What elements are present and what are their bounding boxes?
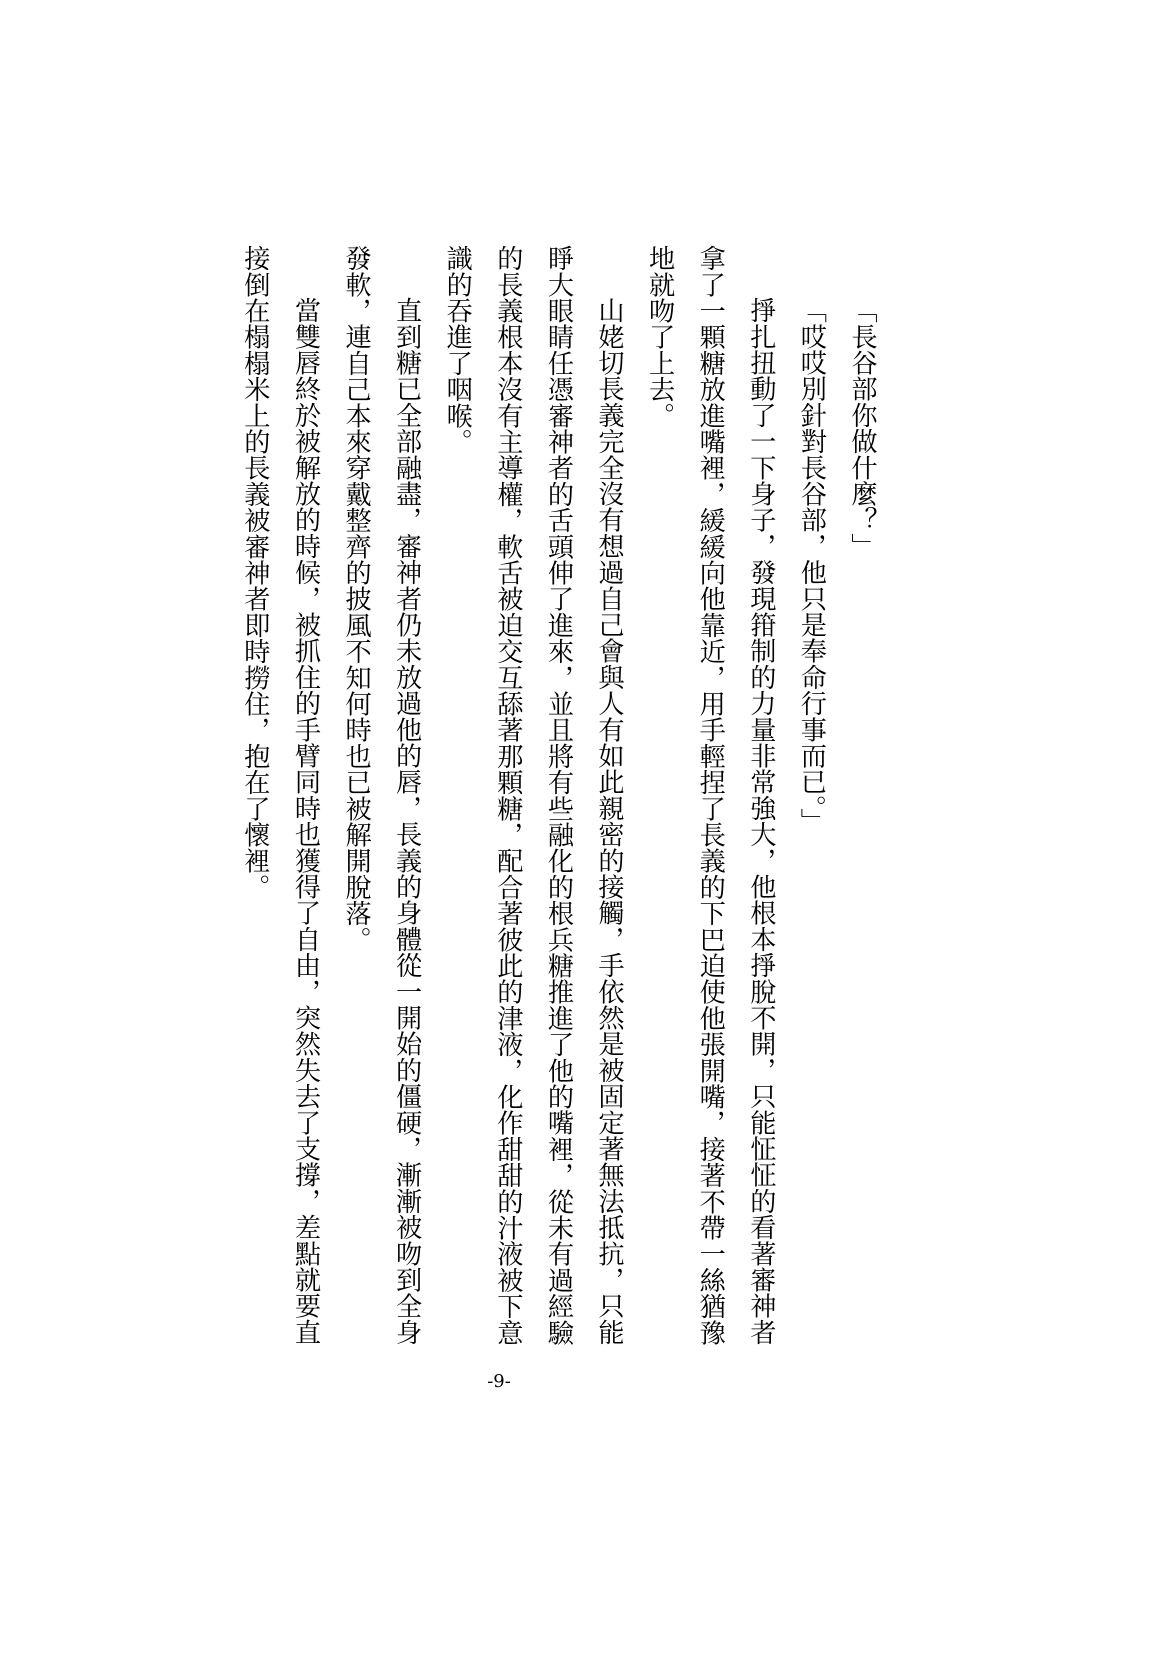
page-number: -9- xyxy=(487,1371,511,1392)
paragraph xyxy=(229,245,330,1355)
text-column: 當雙唇終於被解放的時候，被抓住的手臂同時也獲得了自由，突然失去了支撐，差點就要直 xyxy=(290,297,321,1346)
text-column: 識的吞進了咽喉。 xyxy=(442,245,473,455)
paragraph xyxy=(432,245,634,1355)
page-body-text xyxy=(227,245,887,1355)
text-column: 發軟，連自己本來穿戴整齊的披風不知何時也已被解開脫落。 xyxy=(341,245,372,953)
paragraph xyxy=(330,245,431,1355)
paragraph xyxy=(634,245,786,1355)
text-column: 睜大眼睛任憑審神者的舌頭伸了進來，並且將有些融化的根兵糖推進了他的嘴裡，從未有過經驗 xyxy=(543,245,574,1346)
text-column: 掙扎扭動了一下身子，發現箝制的力量非常強大，他根本掙脫不開，只能怔怔的看著審神者 xyxy=(745,297,776,1346)
text-column: 接倒在榻榻米上的長義被審神者即時撈住，抱在了懷裡。 xyxy=(239,245,270,900)
text-column: 的長義根本沒有主導權，軟舌被迫交互舔著那顆糖，配合著彼此的津液，化作甜甜的汁液被下意 xyxy=(492,245,523,1346)
text-column: 「長谷部你做什麼？」 xyxy=(847,297,877,560)
paragraph xyxy=(836,245,887,1355)
text-column: 直到糖已全部融盡，審神者仍未放過他的唇，長義的身體從一開始的僵硬，漸漸被吻到全身 xyxy=(391,297,422,1346)
text-column: 山姥切長義完全沒有想過自己會與人有如此親密的接觸，手依然是被固定著無法抵抗，只能 xyxy=(594,297,625,1346)
text-column: 「哎哎別針對長谷部，他只是奉命行事而已。」 xyxy=(796,297,827,835)
paragraph xyxy=(786,245,837,1355)
text-column: 地就吻了上去。 xyxy=(644,245,675,429)
text-column: 拿了一顆糖放進嘴裡，緩緩向他靠近，用手輕捏了長義的下巴迫使他張開嘴，接著不帶一絲猶豫 xyxy=(695,245,726,1346)
